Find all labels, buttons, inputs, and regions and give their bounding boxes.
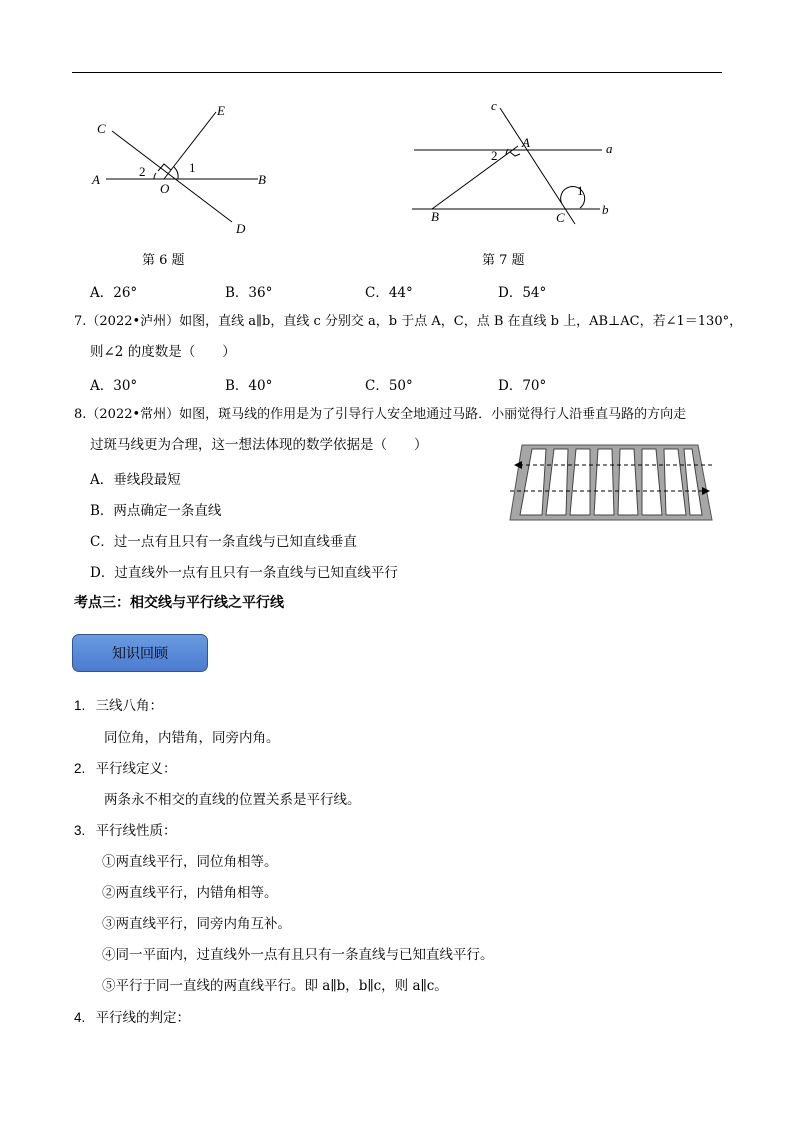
property-2: ②两直线平行，内错角相等。 — [102, 885, 278, 901]
segment-ab — [432, 146, 518, 209]
knowledge-item-1-body: 同位角，内错角，同旁内角。 — [104, 730, 280, 746]
q7-option-d[interactable]: D．70° — [498, 378, 547, 394]
fig6-angle-2: 2 — [139, 164, 146, 179]
fig6-label-C: C — [97, 121, 106, 136]
knowledge-review-button[interactable]: 知识回顾 — [72, 634, 208, 672]
fig6-label-O: O — [160, 181, 170, 196]
line-cd — [112, 131, 232, 222]
fig7-label-a: a — [606, 141, 613, 156]
fig7-label-b: b — [602, 202, 609, 217]
angle-1-arc — [174, 167, 178, 179]
fig7-label-A: A — [522, 135, 530, 150]
line-c — [500, 108, 575, 224]
fig6-label-D: D — [236, 221, 246, 236]
q7-option-a[interactable]: A．30° — [90, 378, 138, 394]
zebra-crossing-diagram — [506, 440, 720, 526]
q8-option-d[interactable]: D．过直线外一点有且只有一条直线与已知直线平行 — [90, 565, 398, 581]
q6-option-a[interactable]: A．26° — [90, 285, 138, 301]
item-number: 4. — [74, 1010, 86, 1025]
figure-7-caption: 第 7 题 — [482, 253, 525, 268]
q6-option-b[interactable]: B．36° — [225, 285, 273, 301]
property-5: ⑤平行于同一直线的两直线平行。即 a∥b，b∥c，则 a∥c。 — [102, 978, 448, 994]
right-angle-mark — [510, 152, 520, 156]
property-3: ③两直线平行，同旁内角互补。 — [102, 916, 291, 932]
knowledge-item-2-body: 两条永不相交的直线的位置关系是平行线。 — [104, 792, 361, 808]
knowledge-item-2 — [74, 760, 177, 778]
fig6-label-A: A — [92, 172, 100, 187]
fig7-angle-2: 2 — [491, 148, 498, 163]
item-number: 1. — [74, 698, 86, 713]
item-number: 3. — [74, 823, 86, 838]
q6-option-d[interactable]: D．54° — [498, 285, 547, 301]
item-number: 2. — [74, 761, 86, 776]
fig7-label-C: C — [556, 210, 565, 225]
item-title: 平行线性质： — [95, 823, 177, 839]
fig7-angle-1: 1 — [577, 183, 584, 198]
q8-option-c[interactable]: C．过一点有且只有一条直线与已知直线垂直 — [90, 534, 357, 550]
property-4: ④同一平面内，过直线外一点有且只有一条直线与已知直线平行。 — [102, 947, 494, 963]
fig6-label-B: B — [258, 172, 266, 187]
q6-option-c[interactable]: C．44° — [365, 285, 413, 301]
knowledge-item-3 — [74, 822, 177, 840]
q8-stem-line1: 8.（2022•常州）如图，斑马线的作用是为了引导行人安全地通过马路．小丽觉得行人沿垂直马路的方向走 — [74, 407, 687, 422]
fig7-label-B: B — [431, 209, 439, 224]
header-rule — [72, 72, 722, 73]
q7-stem-line1: 7.（2022•泸州）如图，直线 a∥b，直线 c 分别交 a，b 于点 A，C，点 B 在直线 b 上，AB⊥AC，若∠1＝130°， — [74, 314, 743, 329]
item-title: 平行线的判定： — [95, 1010, 191, 1026]
q8-option-b[interactable]: B．两点确定一条直线 — [90, 503, 222, 519]
item-title: 平行线定义： — [95, 761, 177, 777]
fig6-label-E: E — [217, 103, 225, 118]
fig7-label-c: c — [491, 98, 497, 113]
figure-6-caption: 第 6 题 — [142, 253, 185, 268]
figure-6-diagram — [86, 98, 286, 238]
knowledge-item-4 — [74, 1009, 190, 1027]
angle-2-arc — [154, 173, 156, 179]
knowledge-item-1 — [74, 697, 163, 715]
q7-option-c[interactable]: C．50° — [365, 378, 413, 394]
q7-option-b[interactable]: B．40° — [225, 378, 273, 394]
q8-option-a[interactable]: A．垂线段最短 — [90, 472, 181, 488]
q7-stem-line2: 则∠2 的度数是（ ） — [90, 344, 236, 360]
section-heading: 考点三：相交线与平行线之平行线 — [74, 595, 284, 611]
property-1: ①两直线平行，同位角相等。 — [102, 854, 278, 870]
fig6-angle-1: 1 — [189, 160, 196, 175]
item-title: 三线八角： — [95, 698, 164, 714]
q8-stem-line2: 过斑马线更为合理，这一想法体现的数学依据是（ ） — [90, 437, 428, 453]
